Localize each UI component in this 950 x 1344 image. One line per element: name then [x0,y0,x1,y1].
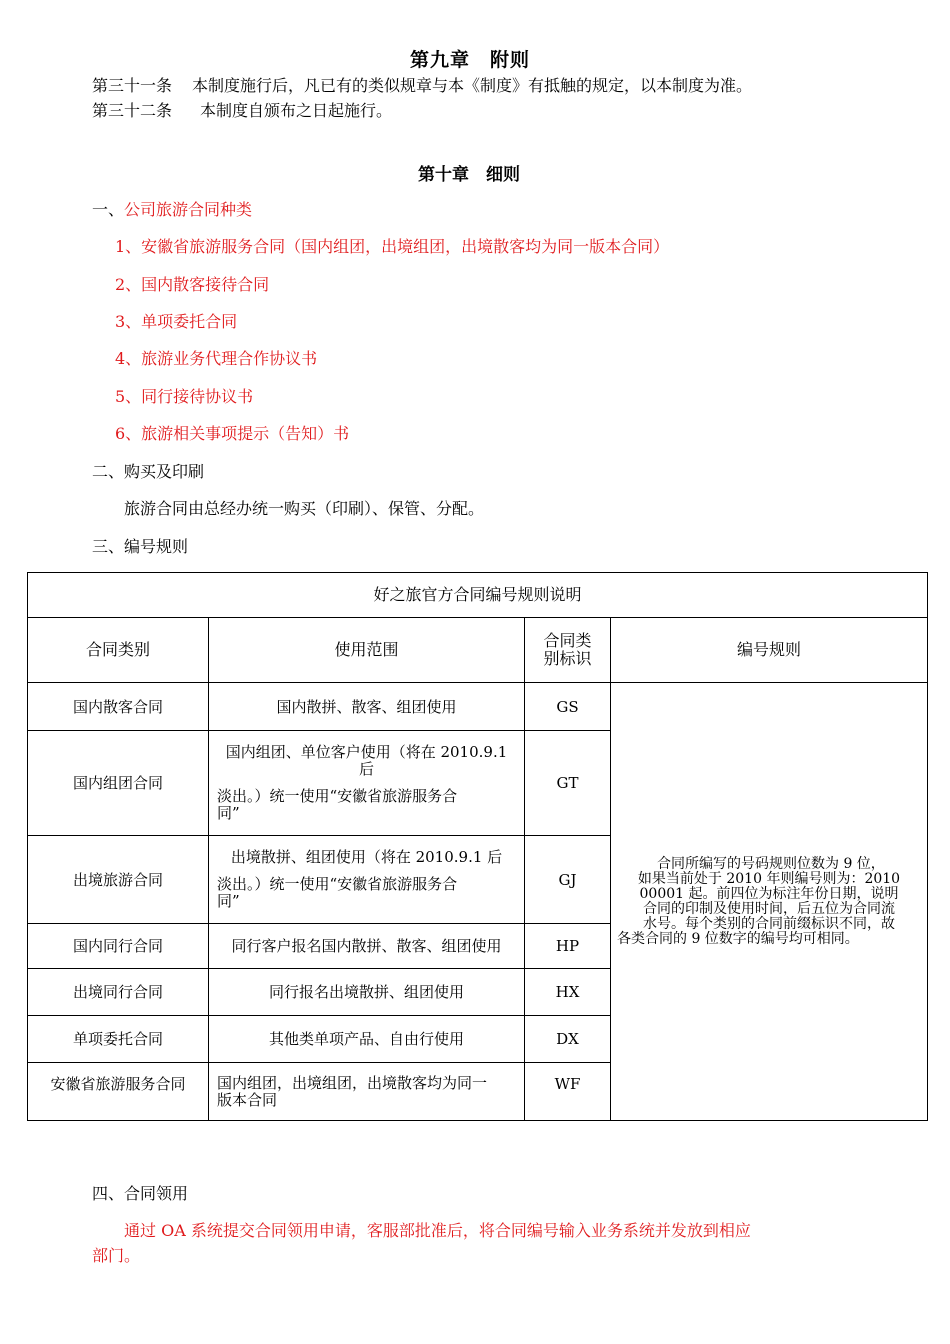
contract-type-item: 4、旅游业务代理合作协议书 [115,349,318,368]
table-caption-row [28,573,928,618]
row-code: GT [525,731,611,836]
contract-type-item: 5、同行接待协议书 [115,387,254,406]
numbering-rules-table [27,572,928,1121]
row-scope-line: 国内组团、单位客户使用（将在 2010.9.1 [225,743,508,761]
row-type: 安徽省旅游服务合同 [28,1063,209,1121]
row-scope-line: 同” [217,804,240,822]
chapter10-title: 第十章 细则 [418,165,520,185]
header-code-line: 合同类 [543,631,592,650]
header-code [525,618,611,683]
rule-line: 如果当前处于 2010 年则编号则为：2010 [637,870,901,887]
row-type: 国内同行合同 [28,924,209,969]
row-scope [209,836,525,924]
section1-title: 公司旅游合同种类 [124,200,253,219]
header-scope: 使用范围 [209,618,525,683]
section4-text-line: 部门。 [92,1246,141,1265]
row-scope: 国内散拼、散客、组团使用 [209,683,525,731]
row-scope-line: 版本合同 [217,1091,278,1109]
row-code: DX [525,1016,611,1063]
article-32-label: 第三十二条 [92,101,173,120]
section2-text: 旅游合同由总经办统一购买（印刷）、保管、分配。 [124,499,485,518]
row-type: 国内组团合同 [28,731,209,836]
header-contract-type: 合同类别 [28,618,209,683]
section3-title: 三、编号规则 [92,537,189,556]
table-row [28,683,928,731]
row-type: 单项委托合同 [28,1016,209,1063]
table-header-row [28,618,928,683]
table-caption: 好之旅官方合同编号规则说明 [28,573,928,618]
contract-type-item: 3、单项委托合同 [115,312,238,331]
numbering-rule-description [611,683,928,1121]
row-scope-line: 出境散拼、组团使用（将在 2010.9.1 后 [230,848,503,866]
article-32-text: 本制度自颁布之日起施行。 [200,101,393,120]
row-scope-line: 淡出。）统一使用“安徽省旅游服务合 [217,875,458,893]
row-scope [209,1063,525,1121]
contract-type-item: 1、安徽省旅游服务合同（国内组团，出境组团，出境散客均为同一版本合同） [115,237,670,256]
section1-heading [92,197,252,220]
row-code: HX [525,969,611,1016]
row-scope-line: 淡出。）统一使用“安徽省旅游服务合 [217,787,458,805]
row-scope-line: 后 [358,760,374,778]
row-code: HP [525,924,611,969]
row-scope [209,731,525,836]
article-31-label: 第三十一条 [92,76,173,95]
row-scope: 其他类单项产品、自由行使用 [209,1016,525,1063]
section4-text-line: 通过 OA 系统提交合同领用申请，客服部批准后，将合同编号输入业务系统并发放到相应 [124,1221,751,1240]
rule-line: 各类合同的 9 位数字的编号均可相同。 [617,930,859,947]
article-31-text: 本制度施行后，凡已有的类似规章与本《制度》有抵触的规定，以本制度为准。 [192,76,753,95]
row-type: 出境同行合同 [28,969,209,1016]
row-code: GJ [525,836,611,924]
section1-number: 一、 [92,200,125,219]
row-scope-line: 同” [217,892,240,910]
contract-type-item: 2、国内散客接待合同 [115,275,270,294]
rule-line: 合同的印制及使用时间，后五位为合同流 [643,900,895,917]
row-code: GS [525,683,611,731]
chapter9-title: 第九章 附则 [410,49,531,71]
section4-title: 四、合同领用 [92,1184,189,1203]
section2-title: 二、购买及印刷 [92,462,205,481]
header-rule: 编号规则 [611,618,928,683]
rule-line: 水号。每个类别的合同前缀标识不同，故 [643,915,895,932]
row-type: 国内散客合同 [28,683,209,731]
contract-type-item: 6、旅游相关事项提示（告知）书 [115,424,350,443]
row-code: WF [525,1063,611,1121]
article-31 [92,73,752,96]
row-scope: 同行客户报名国内散拼、散客、组团使用 [209,924,525,969]
rule-line: 合同所编写的号码规则位数为 9 位， [657,855,885,872]
rule-line: 00001 起。前四位为标注年份日期，说明 [639,885,899,902]
header-code-line: 别标识 [543,649,592,668]
row-scope: 同行报名出境散拼、组团使用 [209,969,525,1016]
row-type: 出境旅游合同 [28,836,209,924]
article-32 [92,98,392,121]
row-scope-line: 国内组团，出境组团，出境散客均为同一 [217,1074,488,1092]
